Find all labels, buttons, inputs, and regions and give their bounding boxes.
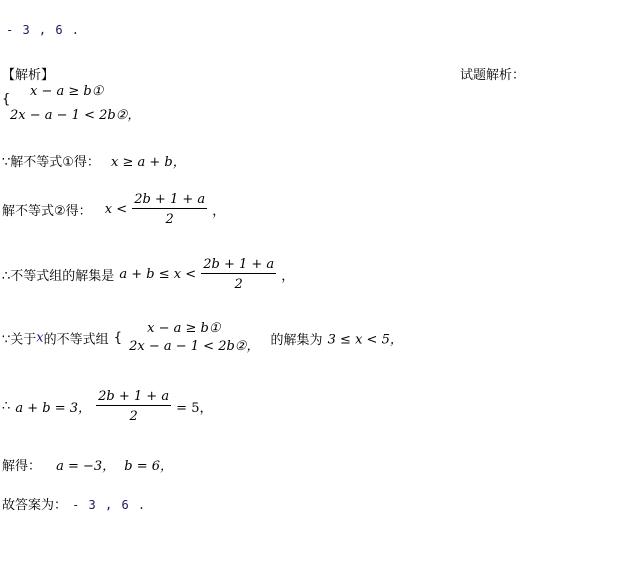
- final-answer: [2, 494, 146, 513]
- step-4-suffix: 的解集为: [270, 332, 323, 348]
- step-3-numerator: 2b + 1 + a: [203, 257, 275, 272]
- step-2-lhs: x <: [104, 202, 128, 217]
- step-1: [2, 151, 186, 170]
- step-4-brace: {: [113, 330, 123, 346]
- step-2-denominator: 2: [165, 212, 174, 227]
- step-4-var: x: [36, 330, 44, 346]
- step-2-numerator: 2b + 1 + a: [134, 192, 206, 207]
- system-brace: {: [2, 92, 11, 107]
- step-3: [2, 258, 294, 291]
- system-ineq-1: x − a ≥ b①: [30, 84, 104, 99]
- step-6-value-a: a = −3，: [56, 459, 116, 474]
- step-5: [2, 390, 212, 423]
- step-4-system: [129, 320, 259, 356]
- step-3-fraction: [201, 258, 276, 291]
- step-2-prefix: 解不等式②得：: [2, 204, 92, 219]
- step-4: [2, 320, 403, 356]
- step-4-ineq-2: 2x − a − 1 < 2b②，: [129, 339, 260, 354]
- step-5-numerator: 2b + 1 + a: [98, 389, 170, 404]
- step-6-prefix: 解得：: [2, 459, 42, 474]
- step-3-prefix: ∴不等式组的解集是: [2, 269, 115, 284]
- step-2-tail: ，: [212, 204, 226, 219]
- step-3-tail: ，: [281, 269, 295, 284]
- final-answer-value: - 3 , 6 .: [72, 498, 147, 512]
- answer-top: - 3 , 6 .: [6, 23, 81, 37]
- step-4-prefix-a: ∵关于: [2, 332, 37, 348]
- analysis-label: 【解析】: [2, 68, 55, 83]
- step-5-lhs: a + b = 3，: [15, 401, 92, 416]
- step-4-prefix-b: 的不等式组: [43, 332, 109, 348]
- step-2: [2, 193, 225, 226]
- step-3-lhs: a + b ≤ x <: [119, 267, 197, 282]
- final-answer-prefix: 故答案为：: [2, 498, 68, 513]
- step-5-therefore: ∴: [2, 399, 11, 414]
- step-6: [2, 455, 173, 474]
- step-1-result: x ≥ a + b，: [111, 155, 186, 170]
- step-4-ineq-1: x − a ≥ b①: [147, 321, 221, 336]
- step-2-fraction: [132, 193, 207, 226]
- step-5-denominator: 2: [129, 409, 138, 424]
- system-ineq-2: 2x − a − 1 < 2b②，: [10, 108, 141, 123]
- step-4-range: 3 ≤ x < 5，: [327, 332, 403, 348]
- step-5-eq: = 5，: [176, 401, 213, 416]
- step-6-value-b: b = 6，: [124, 459, 174, 474]
- step-3-denominator: 2: [234, 277, 243, 292]
- analysis-right-label: 试题解析：: [460, 68, 526, 83]
- step-1-prefix: ∵解不等式①得：: [2, 155, 100, 170]
- step-5-fraction: [96, 390, 171, 423]
